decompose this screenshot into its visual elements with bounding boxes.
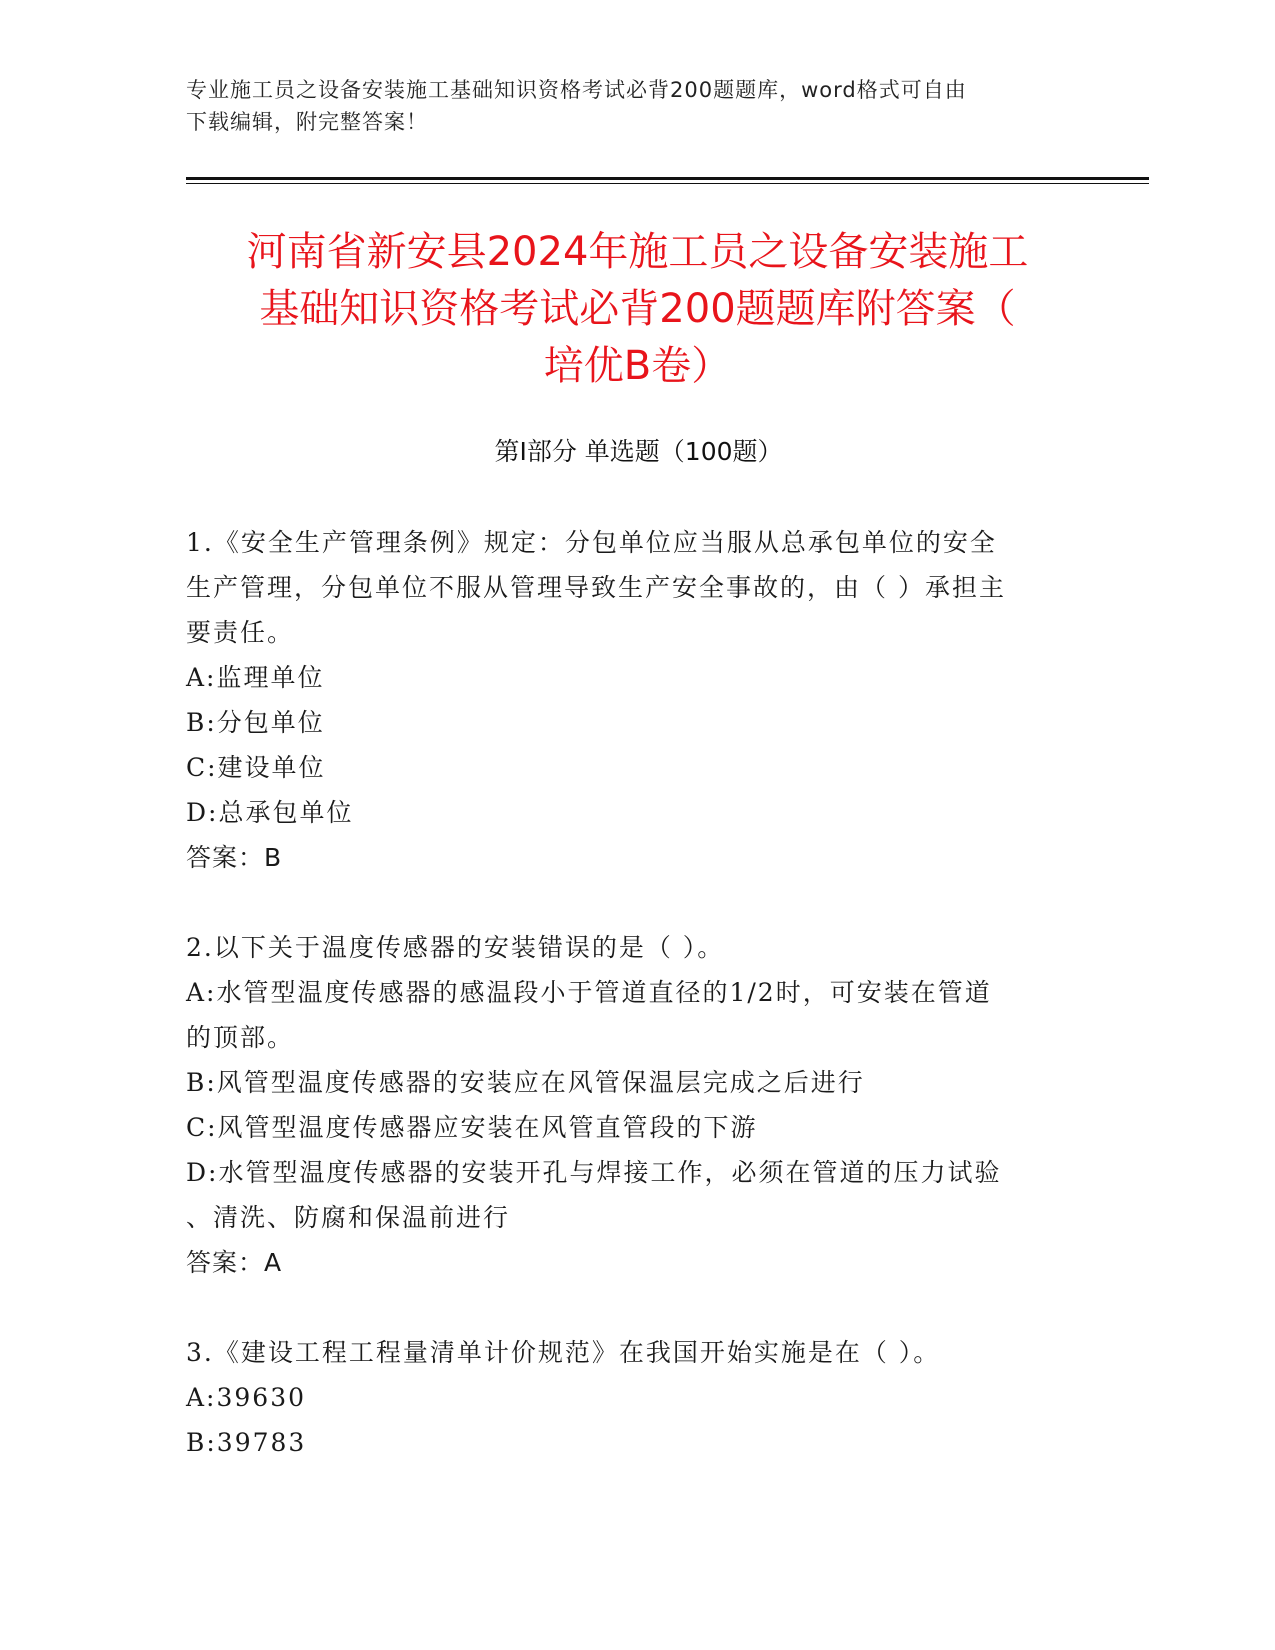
section-heading: 第Ⅰ部分 单选题（100题） — [494, 437, 783, 466]
question-1-answer: 答案：B — [186, 843, 283, 872]
document-title — [150, 224, 1125, 395]
question-1-option-d: D:总承包单位 — [186, 798, 354, 827]
question-2-option-c: C:风管型温度传感器应安装在风管直管段的下游 — [186, 1113, 758, 1142]
header-note — [186, 74, 1066, 138]
question-3 — [186, 1330, 1086, 1465]
question-2 — [186, 925, 1086, 1285]
question-1-stem-line-3: 要责任。 — [186, 618, 295, 647]
question-spacer — [186, 1285, 1086, 1330]
question-2-option-b: B:风管型温度传感器的安装应在风管保温层完成之后进行 — [186, 1068, 865, 1097]
question-3-stem-line-1: 3.《建设工程工程量清单计价规范》在我国开始实施是在（ ）。 — [186, 1338, 941, 1367]
question-1-stem-line-1: 1.《安全生产管理条例》规定：分包单位应当服从总承包单位的安全 — [186, 528, 997, 557]
question-spacer — [186, 880, 1086, 925]
document-title-line-2: 基础知识资格考试必背200题题库附答案（ — [259, 286, 1016, 332]
question-1-option-a: A:监理单位 — [186, 663, 325, 692]
question-3-option-b: B:39783 — [186, 1428, 307, 1457]
document-title-line-3: 培优B卷） — [543, 343, 732, 389]
header-note-line-2: 下载编辑，附完整答案！ — [186, 110, 428, 134]
question-2-answer: 答案：A — [186, 1248, 283, 1277]
question-list — [186, 520, 1086, 1465]
question-1-option-c: C:建设单位 — [186, 753, 326, 782]
question-3-option-a: A:39630 — [186, 1383, 307, 1412]
header-divider-thin — [186, 183, 1149, 184]
header-divider-thick — [186, 177, 1149, 180]
question-1-stem-line-2: 生产管理，分包单位不服从管理导致生产安全事故的，由（ ）承担主 — [186, 573, 1006, 602]
question-2-stem-line-1: 2.以下关于温度传感器的安装错误的是（ ）。 — [186, 933, 725, 962]
header-note-line-1: 专业施工员之设备安装施工基础知识资格考试必背200题题库，word格式可自由 — [186, 78, 967, 102]
question-2-option-a-line-1: A:水管型温度传感器的感温段小于管道直径的1/2时，可安装在管道 — [186, 978, 992, 1007]
question-1 — [186, 520, 1086, 880]
question-2-option-a-line-2: 的顶部。 — [186, 1023, 295, 1052]
question-1-option-b: B:分包单位 — [186, 708, 325, 737]
question-2-option-d-line-2: 、清洗、防腐和保温前进行 — [186, 1203, 511, 1232]
question-2-option-d-line-1: D:水管型温度传感器的安装开孔与焊接工作，必须在管道的压力试验 — [186, 1158, 1002, 1187]
document-title-line-1: 河南省新安县2024年施工员之设备安装施工 — [246, 229, 1029, 275]
